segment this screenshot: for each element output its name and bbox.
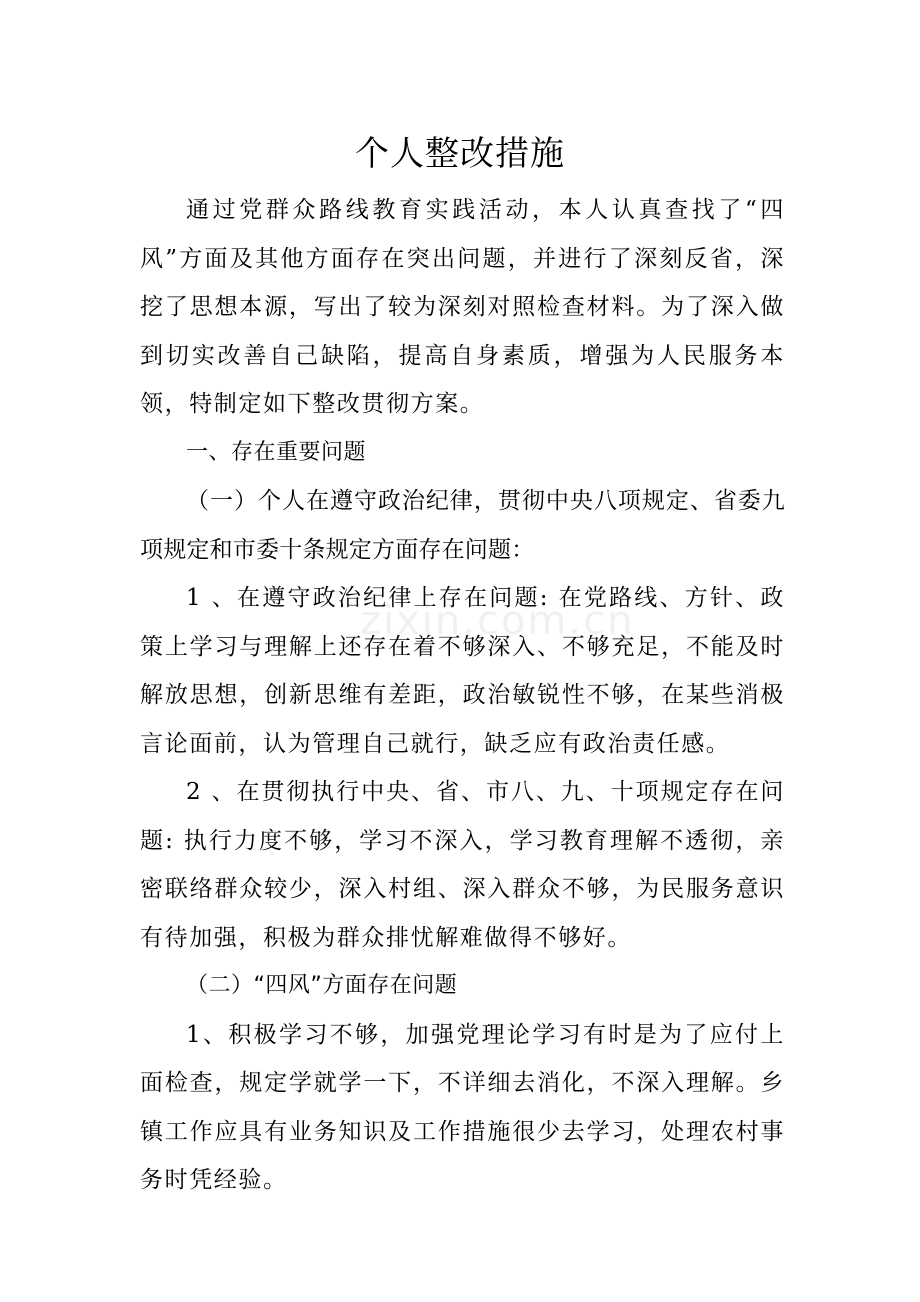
watermark: zixin.com.cn (360, 598, 635, 644)
paragraph-item-2: 2 、在贯彻执行中央、省、市八、九、十项规定存在问题: 执行力度不够，学习不深入，学习教育理解不透彻，亲密联络群众较少，深入村组、深入群众不够，为民服务意识有待加强，积极为群众排忧解难做得不够好。 (140, 779, 785, 951)
section-heading-1: 一、存在重要问题 (186, 439, 367, 465)
paragraph-item-3: 1、积极学习不够，加强党理论学习有时是为了应付上面检查，规定学就学一下，不详细去消化，不深入理解。乡镇工作应具有业务知识及工作措施很少去学习，处理农村事务时凭经验。 (140, 1021, 785, 1193)
document-body (140, 186, 785, 1205)
document-title: 个人整改措施 (355, 134, 565, 174)
paragraph-item-1: 1 、在遵守政治纪律上存在问题: 在党路线、方针、政策上学习与理解上还存在着不够深入、不够充足，不能及时解放思想，创新思维有差距，政治敏锐性不够，在某些消极言论面前，认为管理自己就行，缺乏应有政治责任感。 (140, 585, 785, 757)
subsection-heading-2: （二）“四风”方面存在问题 (186, 973, 458, 998)
subsection-heading-1: （一）个人在遵守政治纪律，贯彻中央八项规定、省委九项规定和市委十条规定方面存在问题： (140, 488, 785, 563)
intro-paragraph: 通过党群众路线教育实践活动，本人认真查找了“四风”方面及其他方面存在突出问题，并进行了深刻反省，深挖了思想本源，写出了较为深刻对照检查材料。为了深入做到切实改善自己缺陷，提高自身素质，增强为人民服务本领，特制定如下整改贯彻方案。 (140, 197, 785, 417)
